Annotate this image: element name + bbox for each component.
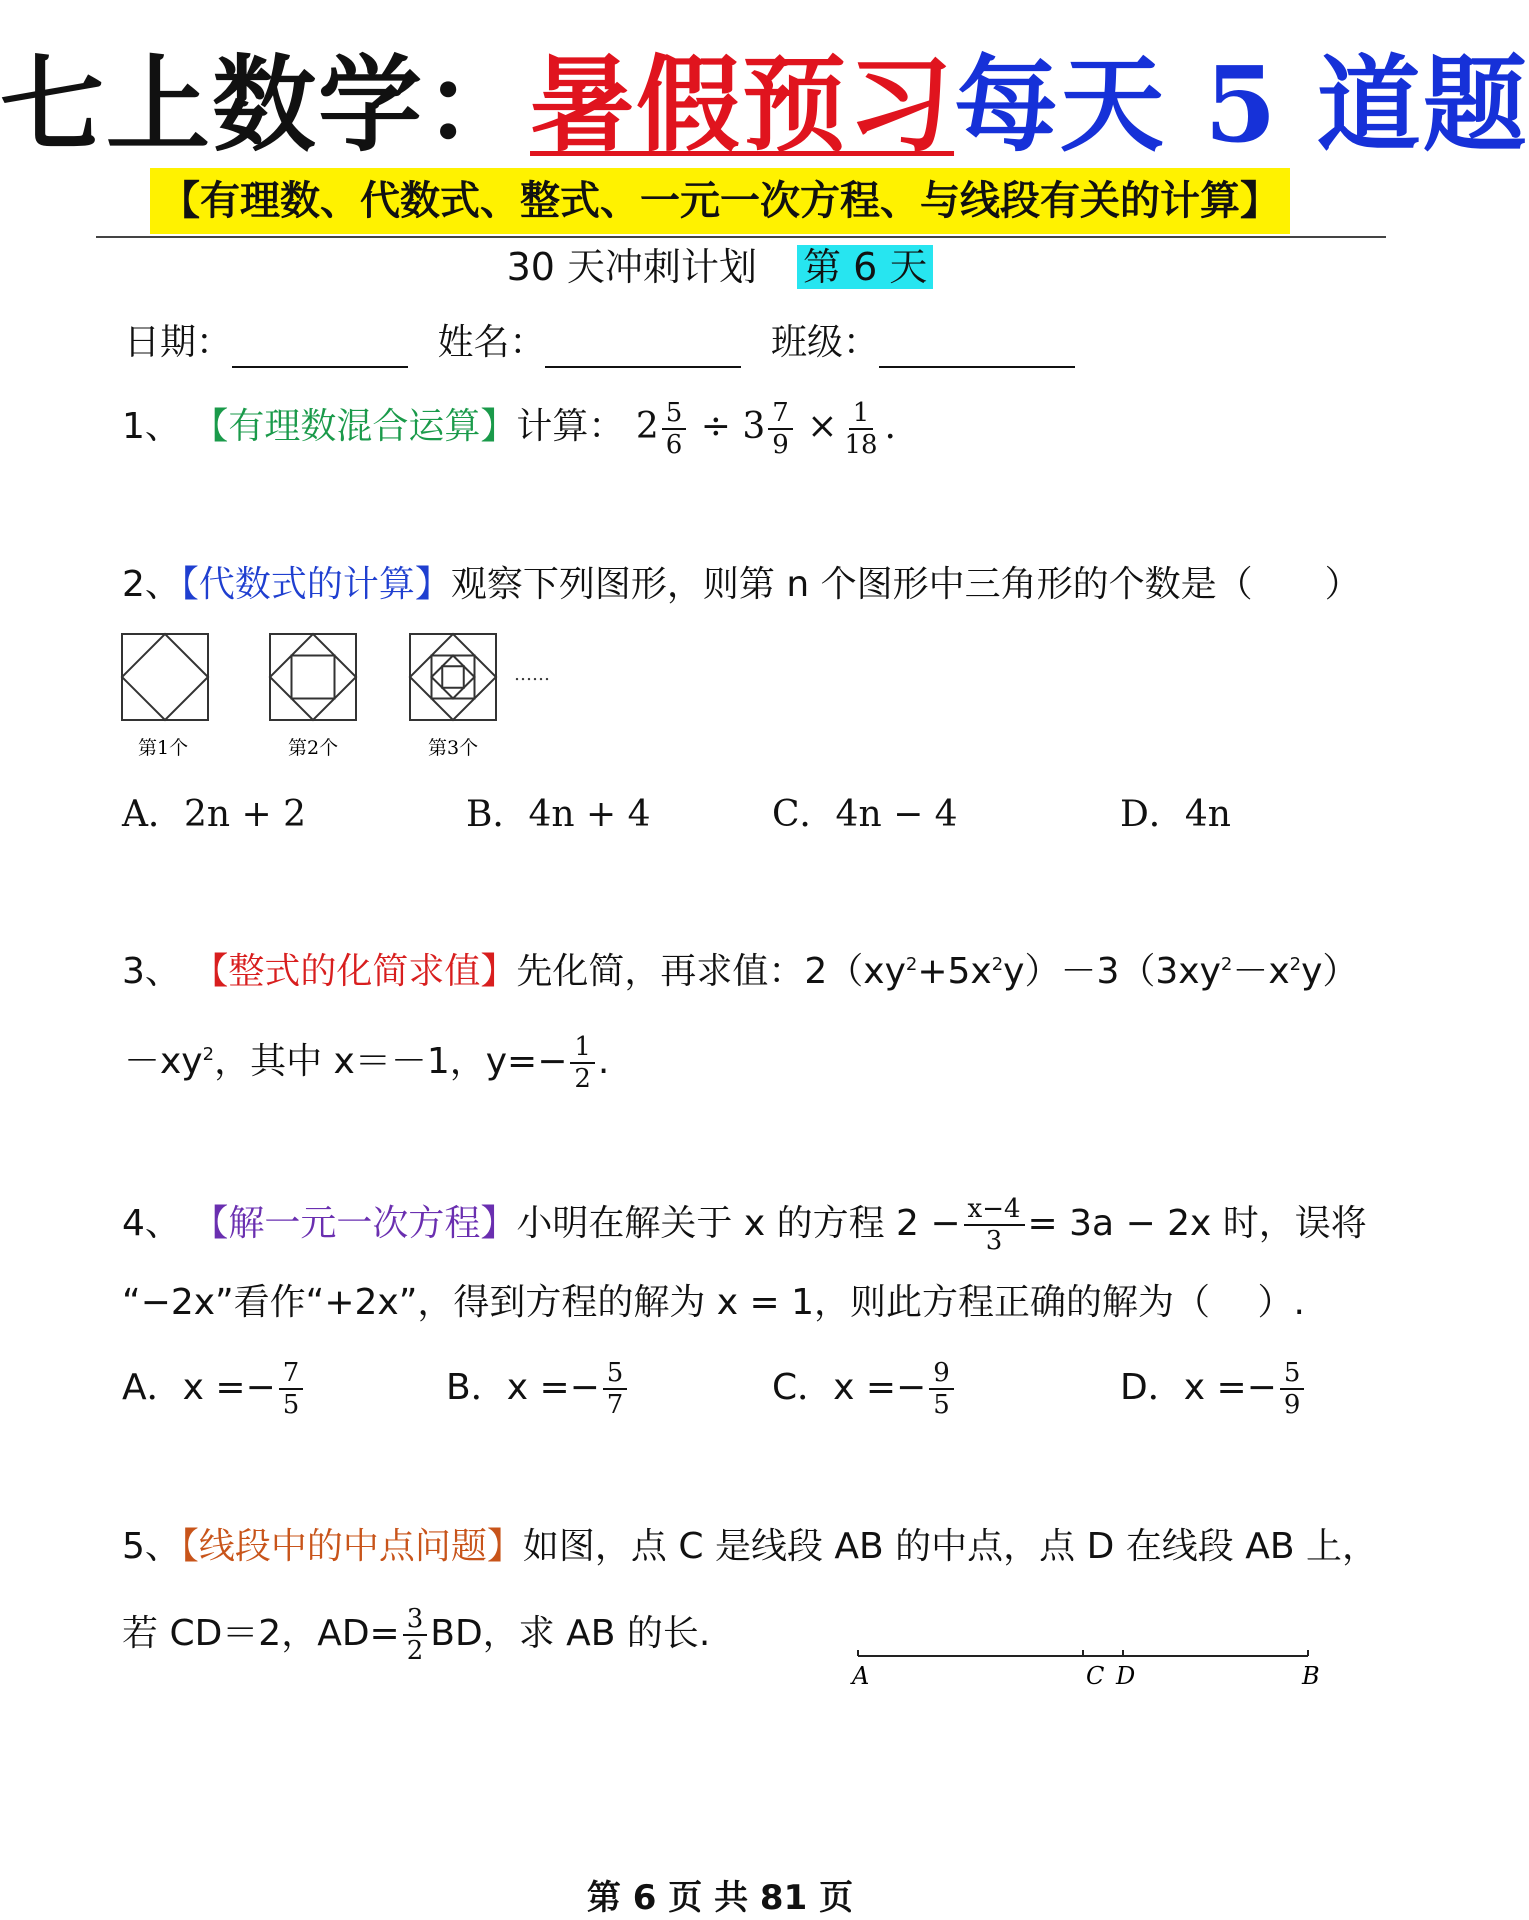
- point-d-label: D: [1116, 1662, 1136, 1690]
- q3-frac-den: 2: [574, 1064, 591, 1094]
- q3-sup-2: 2: [991, 954, 1004, 975]
- q1-text: 计算：: [516, 406, 625, 447]
- q1-end: .: [884, 406, 896, 447]
- q2-option-c[interactable]: C．4n − 4: [772, 794, 958, 835]
- q4-tag: 【解一元一次方程】: [192, 1203, 517, 1244]
- q4-option-a-den: 5: [282, 1390, 300, 1420]
- date-field[interactable]: [232, 332, 408, 368]
- info-line: [124, 318, 1075, 368]
- q5-line2-a: 若 CD＝2，AD=: [122, 1613, 400, 1654]
- q2-figure-2: [270, 634, 356, 720]
- q4-text-b: = 3a − 2x 时，误将: [1027, 1203, 1367, 1244]
- question-4: [122, 1194, 1367, 1256]
- q4-option-b-den: 7: [606, 1390, 624, 1420]
- q4-option-a-frac: [279, 1358, 304, 1420]
- q1-frac-1: [662, 398, 687, 460]
- q2-figures: [118, 630, 578, 770]
- date-label: 日期：: [124, 322, 233, 363]
- q4-option-c-label: C．x =−: [772, 1367, 927, 1408]
- q5-tag: 【线段中的中点问题】: [180, 1526, 523, 1567]
- q2-option-d[interactable]: D．4n: [1120, 794, 1231, 835]
- question-2: [122, 560, 1361, 610]
- point-c-label: C: [1086, 1662, 1105, 1690]
- q3-line1-e: y）: [1301, 951, 1359, 992]
- page-footer: 第 6 页 共 81 页: [586, 1878, 854, 1918]
- question-1: [122, 398, 896, 460]
- q2-option-a[interactable]: A．2n + 2: [122, 794, 307, 835]
- q2-fig-label-3: 第3个: [428, 737, 479, 759]
- name-field[interactable]: [545, 332, 741, 368]
- q3-frac-num: 1: [570, 1032, 595, 1064]
- q2-number: 2、: [122, 564, 181, 605]
- q4-option-a-label: A．x =−: [122, 1367, 276, 1408]
- q1-div: ÷: [700, 406, 731, 447]
- q3-line1-c: y）－3（3xy: [1003, 951, 1221, 992]
- q4-option-c-frac: [929, 1358, 954, 1420]
- q2-tag: 【代数式的计算】: [180, 564, 451, 605]
- q3-line1-b: +5x: [917, 951, 992, 992]
- q1-frac-2: [768, 398, 793, 460]
- class-field[interactable]: [879, 332, 1075, 368]
- day-badge: 第 6 天: [797, 245, 933, 289]
- question-3: [122, 940, 1358, 997]
- title-red: 暑假预习: [530, 43, 955, 166]
- q3-sup-3: 2: [1220, 954, 1233, 975]
- q4-option-c-num: 9: [929, 1358, 954, 1390]
- q1-frac-2-den: 9: [772, 430, 789, 460]
- q4-frac-num: x−4: [964, 1194, 1025, 1226]
- title-blue: 每天 5 道题: [954, 43, 1529, 166]
- q4-option-d-den: 9: [1283, 1390, 1301, 1420]
- q1-frac-1-den: 6: [665, 430, 683, 460]
- point-a-label: A: [852, 1662, 870, 1690]
- q2-option-b[interactable]: B．4n + 4: [466, 794, 651, 835]
- q4-frac: [964, 1194, 1025, 1256]
- q2-fig-label-2: 第2个: [288, 737, 339, 759]
- q5-frac-num: 3: [403, 1604, 428, 1636]
- q5-text: 如图，点 C 是线段 AB 的中点，点 D 在线段 AB 上，: [522, 1526, 1378, 1567]
- q3-tag: 【整式的化简求值】: [192, 951, 517, 992]
- q1-times: ×: [807, 406, 838, 447]
- q4-frac-den: 3: [985, 1226, 1003, 1256]
- title-black: 七上数学：: [0, 43, 531, 166]
- q1-whole-1: 2: [635, 406, 659, 447]
- question-3-line2: [124, 1030, 609, 1094]
- q1-tag: 【有理数混合运算】: [192, 406, 517, 447]
- q4-option-b-num: 5: [603, 1358, 628, 1390]
- q5-number: 5、: [122, 1526, 181, 1567]
- q1-frac-2-num: 7: [768, 398, 793, 430]
- q3-end: .: [597, 1041, 610, 1082]
- q3-line2-a: －xy: [124, 1041, 203, 1082]
- q3-frac: [570, 1032, 595, 1094]
- question-5: [122, 1522, 1378, 1572]
- q4-number: 4、: [122, 1203, 181, 1244]
- q5-frac-den: 2: [406, 1636, 424, 1666]
- point-b-label: B: [1302, 1662, 1320, 1690]
- q2-fig-label-1: 第1个: [138, 737, 189, 759]
- q2-text: 观察下列图形，则第 n 个图形中三角形的个数是（ ）: [450, 564, 1361, 605]
- q1-frac-3-den: 18: [844, 430, 878, 460]
- question-5-line2: [122, 1604, 710, 1666]
- q4-option-d-label: D．x =−: [1120, 1367, 1277, 1408]
- q3-line2-b: ，其中 x＝－1，y=−: [214, 1041, 568, 1082]
- q1-number: 1、: [122, 406, 181, 447]
- q5-frac: [403, 1604, 428, 1666]
- q4-option-b[interactable]: [446, 1358, 630, 1420]
- q5-line2-b: BD，求 AB 的长.: [430, 1613, 711, 1654]
- header-divider: [96, 236, 1386, 238]
- q4-option-c-den: 5: [933, 1390, 950, 1420]
- subtitle: 【有理数、代数式、整式、一元一次方程、与线段有关的计算】: [150, 168, 1290, 234]
- name-label: 姓名：: [437, 322, 546, 363]
- q3-sup-4: 2: [1289, 954, 1302, 975]
- q4-option-d-num: 5: [1280, 1358, 1305, 1390]
- q4-option-d-frac: [1280, 1358, 1305, 1420]
- subtitle-wrap: [0, 168, 1440, 234]
- page-title: [0, 40, 1529, 170]
- q4-option-b-label: B．x =−: [446, 1367, 600, 1408]
- q3-sup-1: 2: [905, 954, 918, 975]
- q4-option-b-frac: [603, 1358, 628, 1420]
- q3-number: 3、: [122, 951, 181, 992]
- q1-expression: [635, 398, 896, 460]
- q3-sup-5: 2: [202, 1044, 215, 1065]
- q2-ellipsis: ……: [514, 664, 550, 685]
- q3-line1-d: －x: [1232, 951, 1290, 992]
- q1-frac-3: [840, 398, 881, 460]
- q4-option-a-num: 7: [279, 1358, 304, 1390]
- q4-option-a[interactable]: [122, 1358, 306, 1420]
- q4-option-c[interactable]: [772, 1358, 957, 1420]
- class-label: 班级：: [770, 322, 879, 363]
- q4-line2: “−2x”看作“+2x”，得到方程的解为 x = 1，则此方程正确的解为（ ）.: [122, 1282, 1305, 1323]
- q2-figure-3: [410, 634, 496, 720]
- q1-frac-3-num: 1: [849, 398, 874, 430]
- q1-frac-1-num: 5: [662, 398, 687, 430]
- plan-line: [0, 240, 1440, 294]
- q5-segment-figure: [840, 1640, 1330, 1700]
- q1-whole-2: 3: [742, 406, 766, 447]
- plan-text: 30 天冲刺计划: [506, 245, 758, 289]
- q4-text-a: 小明在解关于 x 的方程 2 −: [516, 1203, 961, 1244]
- q3-line1-a: 先化简，再求值：2（xy: [516, 951, 906, 992]
- q2-figure-1: [122, 634, 208, 720]
- q4-option-d[interactable]: [1120, 1358, 1307, 1420]
